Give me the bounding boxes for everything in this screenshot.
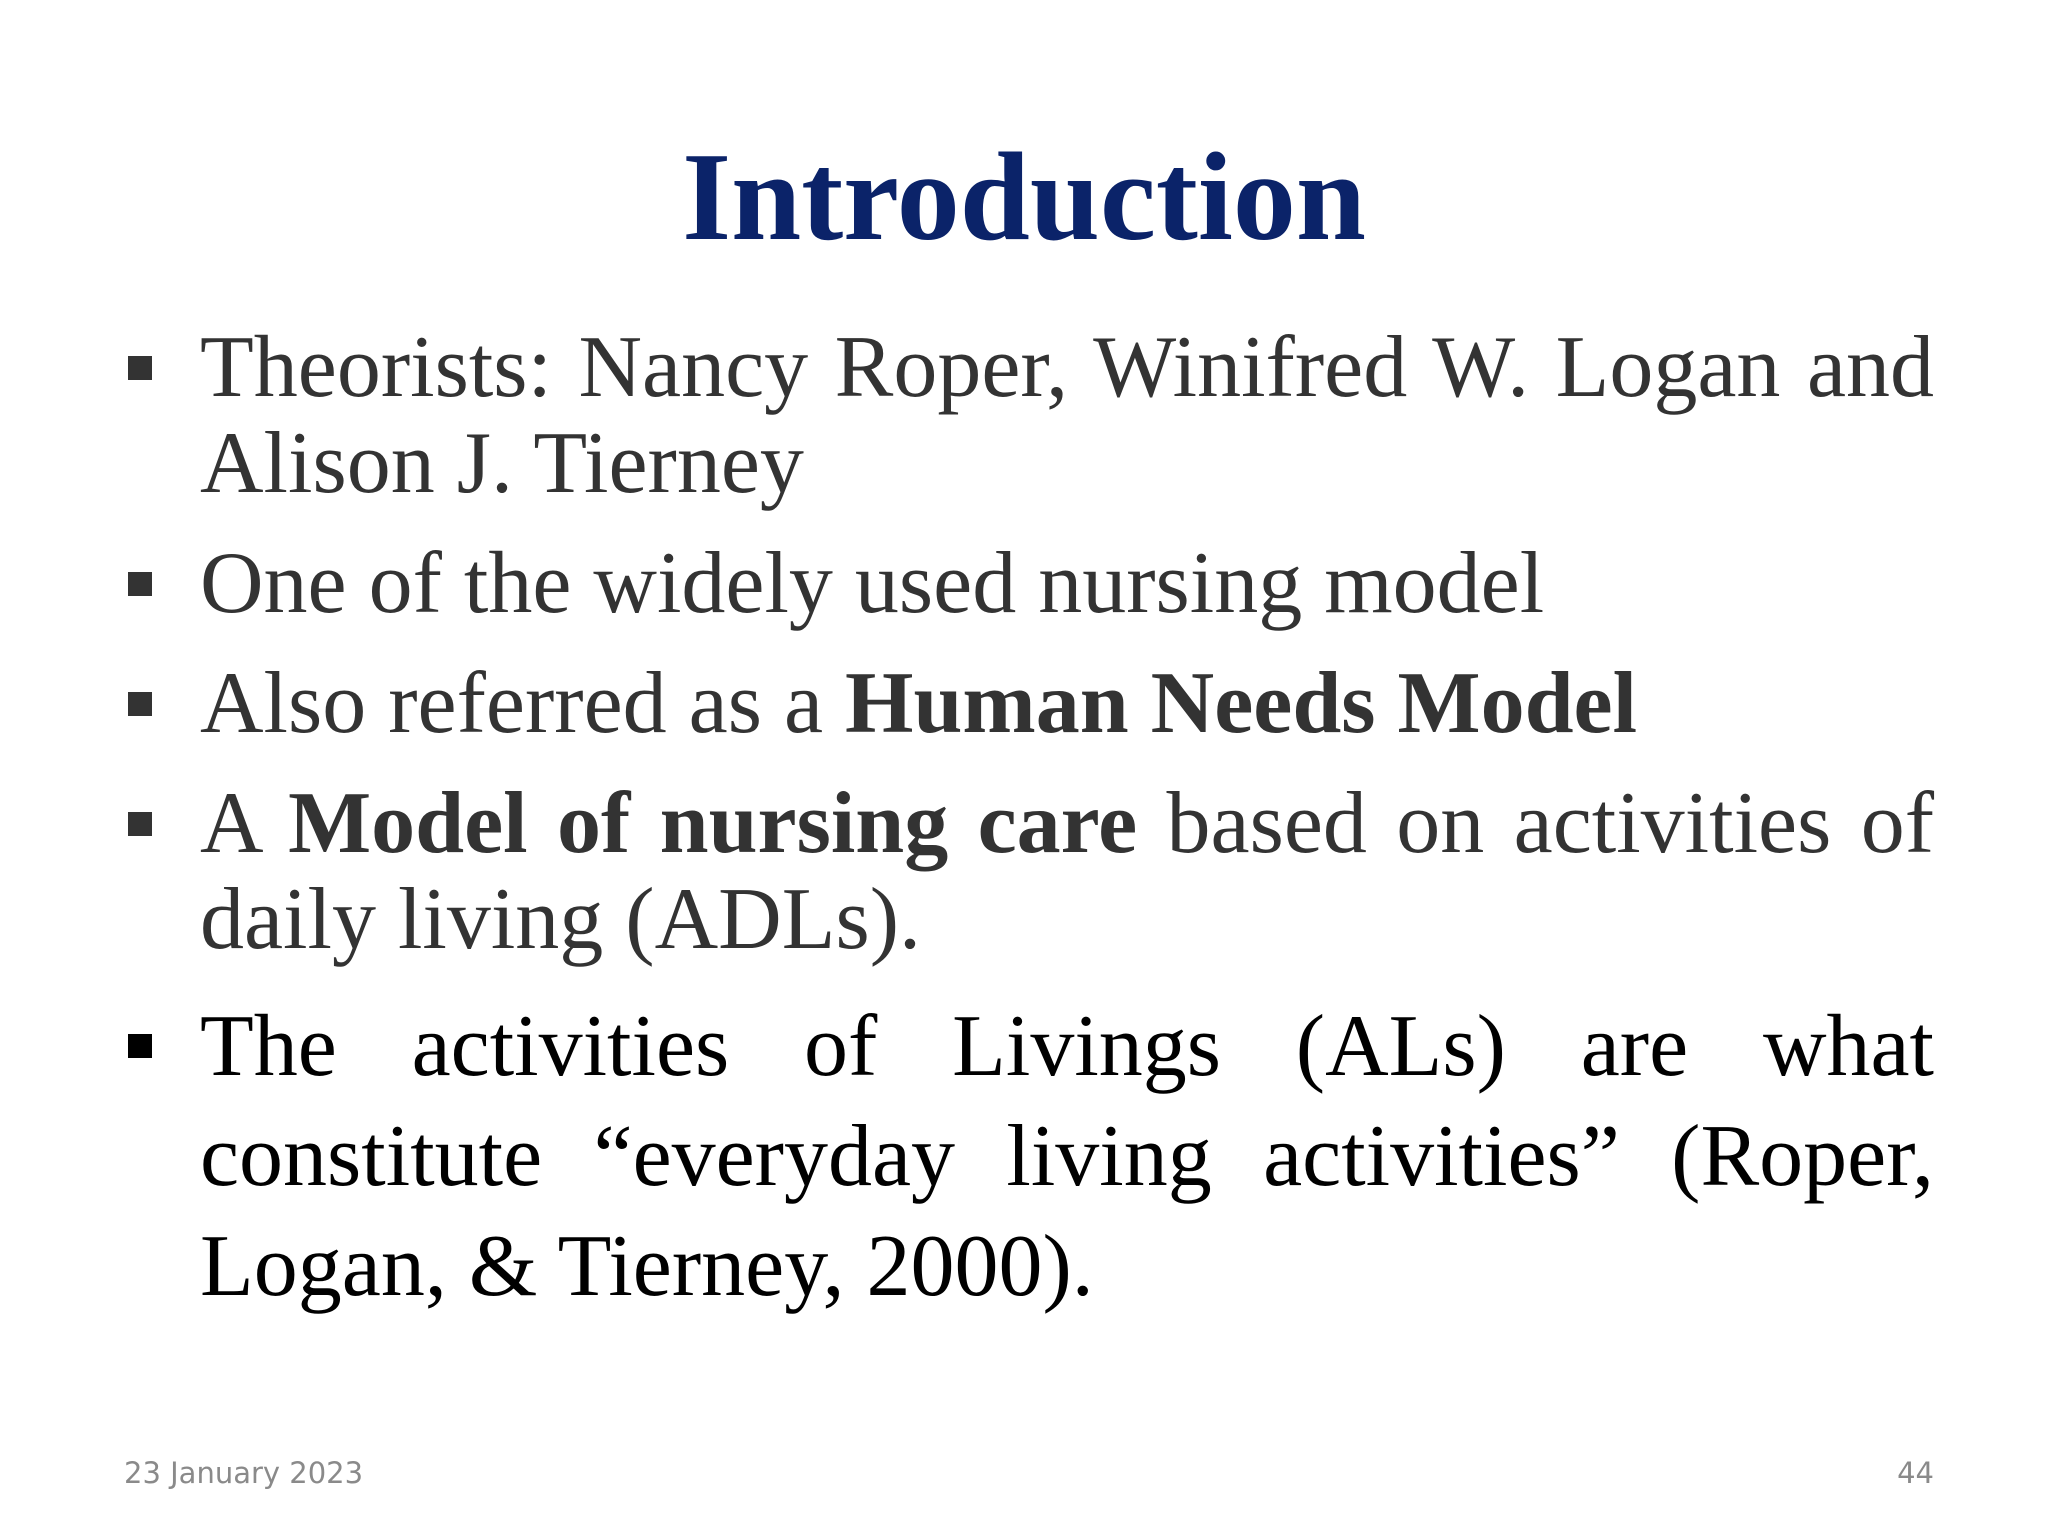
- bullet-list: [200, 320, 1934, 1346]
- slide-title: Introduction: [682, 128, 1366, 267]
- footer-date: 23 January 2023: [124, 1456, 364, 1490]
- bullet-item-theorists: [200, 320, 1934, 512]
- bullet-item-activities-of-living: [200, 992, 1934, 1322]
- bullet-item-human-needs: [200, 656, 1934, 752]
- bullet-text: Theorists: Nancy Roper, Winifred W. Logan and Alison J. Tierney: [200, 319, 1934, 512]
- bullet-text: A: [200, 775, 289, 872]
- bullet-text: The activities of Livings (ALs) are what constitute “everyday living activities” (Roper, Logan, & Tierney, 2000).: [200, 998, 1934, 1315]
- square-bullet-icon: [128, 1034, 152, 1058]
- square-bullet-icon: [128, 356, 152, 380]
- bullet-text-emphasis: Human Needs Model: [845, 655, 1638, 752]
- square-bullet-icon: [128, 812, 152, 836]
- bullet-item-model-of-care: [200, 776, 1934, 968]
- bullet-item-widely-used: [200, 536, 1934, 632]
- bullet-text: Also referred as a: [200, 655, 846, 752]
- bullet-text-emphasis: Model of nursing care: [288, 775, 1138, 872]
- page-number: 44: [1897, 1456, 1934, 1490]
- square-bullet-icon: [128, 692, 152, 716]
- bullet-text: based on activities of daily living (ADLs).: [200, 775, 1934, 968]
- square-bullet-icon: [128, 572, 152, 596]
- bullet-text: One of the widely used nursing model: [200, 535, 1545, 632]
